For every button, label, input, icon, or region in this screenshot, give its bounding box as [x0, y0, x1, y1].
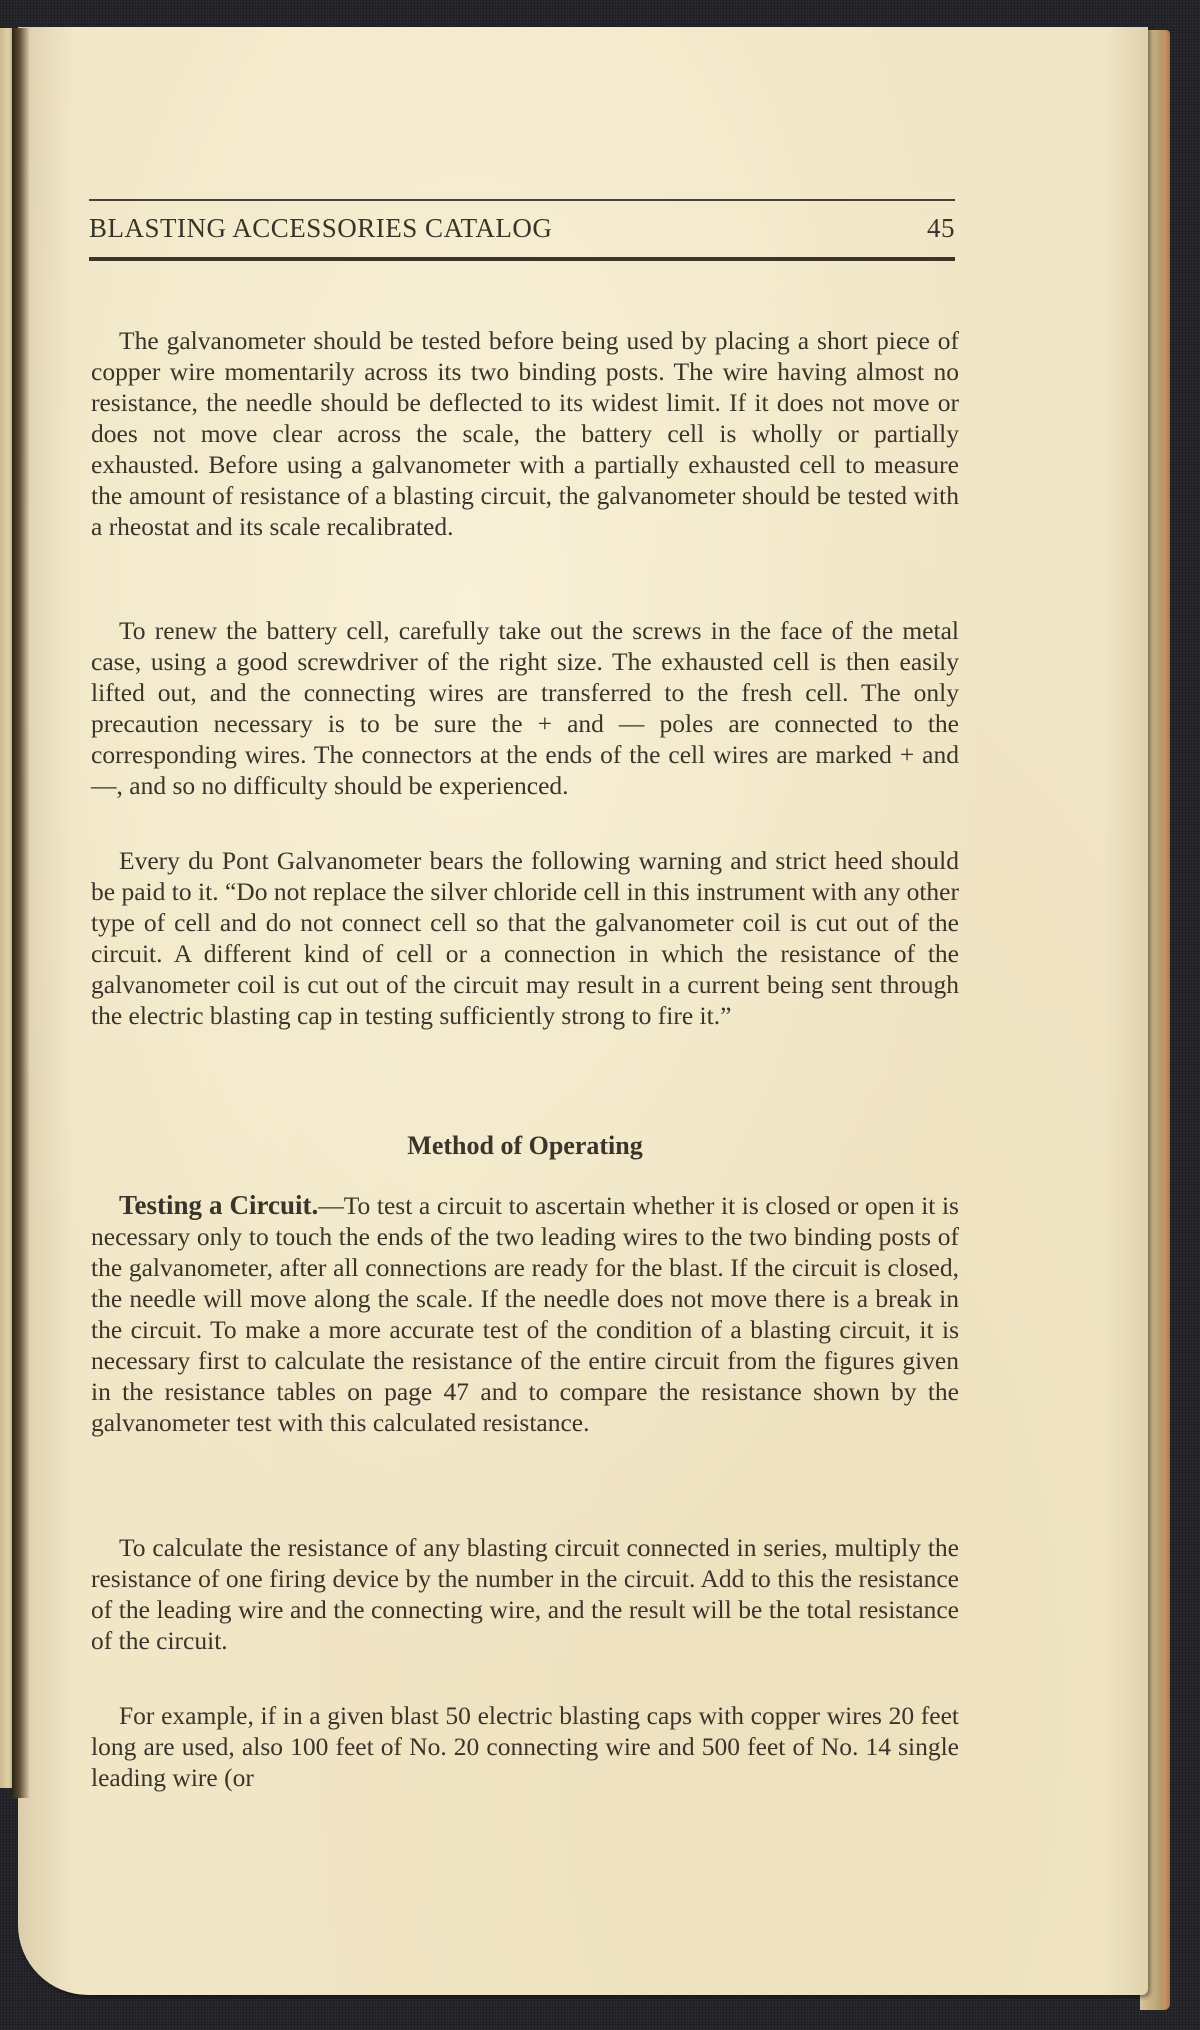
running-header	[89, 213, 955, 253]
text-run: The galvanometer should be tested before being used by placing a short piece of copper wire momentarily across its two binding posts. The wire having almost no resistance, the needle should be deflected to its widest limit. If it does not move or does not move clear across the scale, the battery cell is wholly or partially exhausted. Before using a galvanometer with a partially exhausted cell to measure the amount of resistance of a blasting circuit, the galvanometer should be tested with a rheostat and its scale recalibrated.	[91, 326, 959, 541]
header-rule-top	[89, 199, 955, 201]
paragraph-calculate-resistance	[91, 1532, 959, 1656]
run-in-heading: Testing a Circuit.	[119, 1190, 319, 1220]
text-run: Every du Pont Galvanometer bears the following warning and strict heed should be paid to it. “Do not replace the silver chloride cell in this instrument with any other type of cell and do not connect cell so that the galvanometer coil is cut out of the circuit. A different kind of cell or a connection in which the resistance of the galvanometer coil is cut out of the circuit may result in a current being sent through the electric blasting cap in testing sufficiently strong to fire it.”	[91, 846, 959, 1030]
catalog-page	[18, 27, 1148, 1995]
gutter-shadow	[12, 28, 30, 1798]
paragraph-warning	[91, 845, 959, 1031]
page-number: 45	[927, 213, 955, 243]
text-run: For example, if in a given blast 50 electric blasting caps with copper wires 20 feet long are used, also 100 feet of No. 20 connecting wire and 500 feet of No. 14 single leading wire (or	[91, 1701, 959, 1792]
text-run: To renew the battery cell, carefully take out the screws in the face of the metal case, using a good screwdriver of the right size. The exhausted cell is then easily lifted out, and the connecting wires are transferred to the fresh cell. The only precaution necessary is to be sure the + and — poles are connected to the corresponding wires. The connectors at the ends of the cell wires are marked + and —, and so no difficulty should be experienced.	[91, 616, 959, 800]
header-rule-bottom	[89, 257, 955, 261]
running-header-title: BLASTING ACCESSORIES CATALOG	[89, 213, 553, 243]
paragraph-testing-circuit	[91, 1190, 959, 1438]
paragraph-renew-battery	[91, 615, 959, 801]
text-run: To calculate the resistance of any blasting circuit connected in series, multiply the resistance of one firing device by the number in the circuit. Add to this the resistance of the leading wire and the connecting wire, and the result will be the total resistance of the circuit.	[91, 1533, 959, 1655]
section-heading: Method of Operating	[407, 1131, 643, 1160]
paragraph-example	[91, 1700, 959, 1793]
text-run: —To test a circuit to ascertain whether it is closed or open it is necessary only to touch the ends of the two leading wires to the two binding posts of the galvanometer, after all connections are ready for the blast. If the circuit is closed, the needle will move along the scale. If the needle does not move there is a break in the circuit. To make a more accurate test of the condition of a blasting circuit, it is necessary first to calculate the resistance of the entire circuit from the figures given in the resistance tables on page 47 and to compare the resistance shown by the galvanometer test with this calculated resistance.	[91, 1191, 959, 1437]
paragraph-galvanometer-test	[91, 325, 959, 542]
